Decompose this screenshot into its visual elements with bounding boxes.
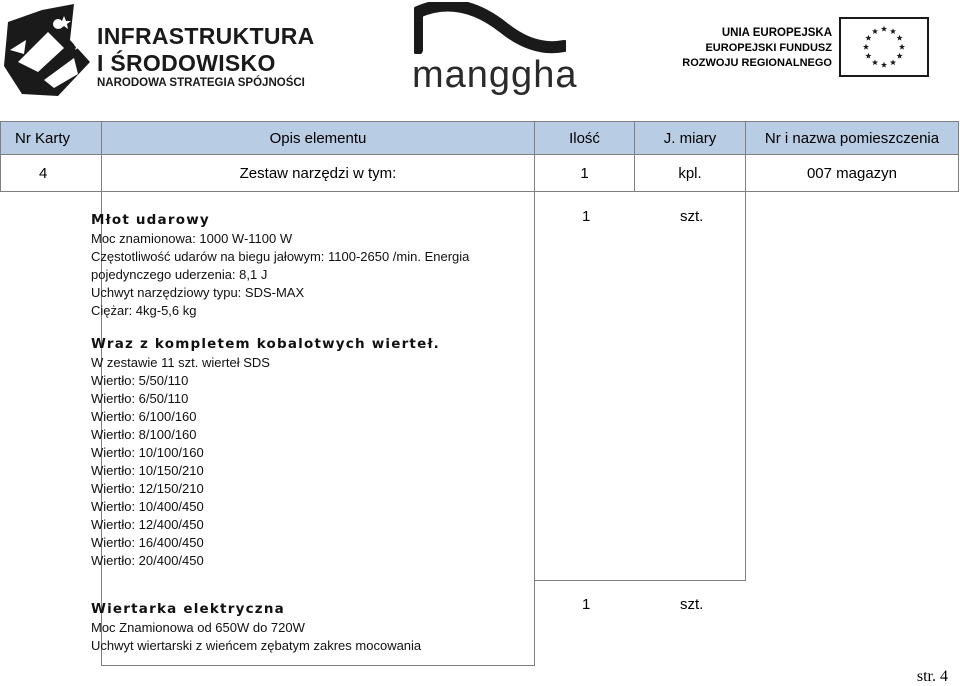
cell-opis: Zestaw narzędzi w tym: — [102, 155, 535, 192]
item-line: Częstotliwość udarów na biegu jałowym: 1100-2650 /min. Energia — [91, 249, 470, 264]
item-sub-line: Wiertło: 10/400/450 — [91, 499, 204, 514]
item-line: Moc Znamionowa od 650W do 720W — [91, 620, 305, 635]
item-sub-line: Wiertło: 12/400/450 — [91, 517, 204, 532]
infrastruktura-emblem-icon — [4, 2, 92, 98]
infrastruktura-subtitle: NARODOWA STRATEGIA SPÓJNOŚCI — [97, 77, 305, 89]
item-title: Młot udarowy — [91, 212, 210, 228]
ue-line-3: ROZWOJU REGIONALNEGO — [682, 57, 832, 69]
item-line: Ciężar: 4kg-5,6 kg — [91, 303, 197, 318]
manggha-wordmark: manggha — [412, 54, 578, 96]
item-line: pojedynczego uderzenia: 8,1 J — [91, 267, 268, 282]
item-wiertarka — [91, 601, 421, 655]
cell-nr: 4 — [1, 155, 102, 192]
infrastruktura-title: INFRASTRUKTURA — [97, 23, 315, 49]
item-2-unit: szt. — [680, 596, 704, 613]
item-sub-line: Wiertło: 10/150/210 — [91, 463, 204, 478]
item-1-qty: 1 — [582, 208, 591, 225]
header-ilosc: Ilość — [535, 122, 635, 155]
header-opis: Opis elementu — [102, 122, 535, 155]
item-sub-line: Wiertło: 10/100/160 — [91, 445, 204, 460]
cell-pomieszczenie: 007 magazyn — [746, 155, 959, 192]
item-sub-line: Wiertło: 12/150/210 — [91, 481, 204, 496]
header-jm: J. miary — [635, 122, 746, 155]
logo-bar — [0, 0, 960, 110]
item-sub-line: Wiertło: 20/400/450 — [91, 553, 204, 568]
ue-line-1: UNIA EUROPEJSKA — [721, 27, 832, 39]
item-sub-line: Wiertło: 6/50/110 — [91, 391, 189, 406]
header-pomieszczenie: Nr i nazwa pomieszczenia — [746, 122, 959, 155]
manggha-wave-icon — [414, 2, 566, 54]
item-sub-title: Wraz z kompletem kobalotwych wierteł. — [91, 336, 440, 352]
page-number: str. 4 — [916, 668, 948, 685]
item-line: Uchwyt narzędziowy typu: SDS-MAX — [91, 285, 305, 300]
item-title: Wiertarka elektryczna — [91, 601, 285, 617]
header-nr-karty: Nr Karty — [1, 122, 102, 155]
table-header-row — [1, 122, 959, 155]
item-2-qty: 1 — [582, 596, 591, 613]
table-row — [1, 155, 959, 192]
ue-text — [682, 26, 832, 71]
item-line: Uchwyt wiertarski z wieńcem zębatym zakres mocowania — [91, 638, 422, 653]
infrastruktura-logo — [4, 2, 315, 98]
item-sub-line: Wiertło: 6/100/160 — [91, 409, 197, 424]
manggha-logo — [412, 2, 578, 102]
item-sub-line: W zestawie 11 szt. wierteł SDS — [91, 355, 270, 370]
item-sub-line: Wiertło: 16/400/450 — [91, 535, 204, 550]
cell-jm: kpl. — [635, 155, 746, 192]
item-sub-line: Wiertło: 5/50/110 — [91, 373, 189, 388]
item-1-unit: szt. — [680, 208, 704, 225]
item-mlot-udarowy — [91, 212, 469, 570]
eu-flag-icon — [839, 17, 929, 77]
infrastruktura-title-line2: I ŚRODOWISKO — [97, 50, 276, 76]
item-sub-line: Wiertło: 8/100/160 — [91, 427, 197, 442]
ue-line-2: EUROPEJSKI FUNDUSZ — [705, 42, 832, 54]
item-line: Moc znamionowa: 1000 W-1100 W — [91, 231, 293, 246]
cell-ilosc: 1 — [535, 155, 635, 192]
